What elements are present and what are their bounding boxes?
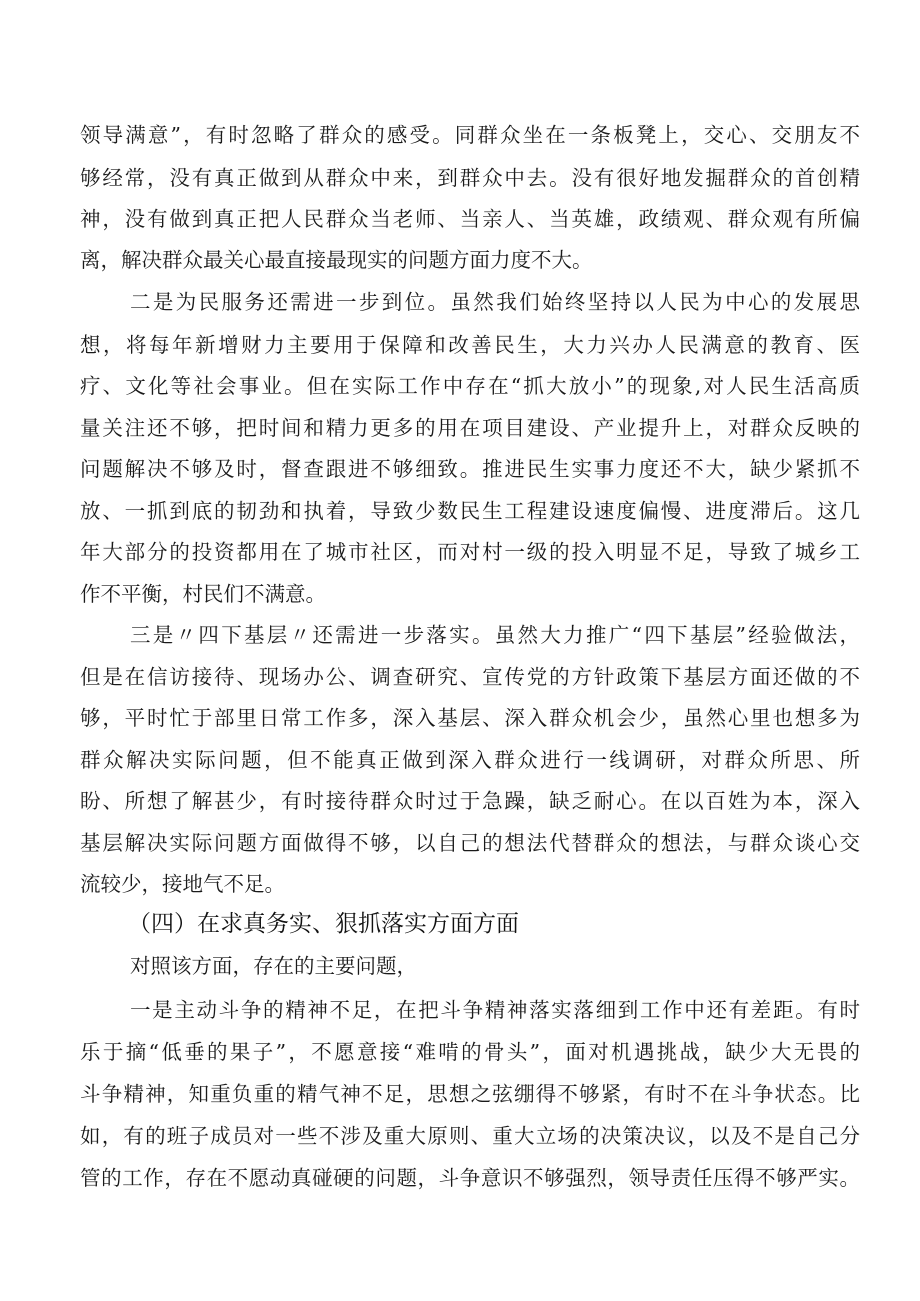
text-line: 量关注还不够，把时间和精力更多的用在项目建设、产业提升上，对群众反映的: [80, 416, 860, 440]
section-heading: （四）在求真务实、狠抓落实方面方面: [128, 911, 519, 937]
text-line: 放、一抓到底的韧劲和执着，导致少数民生工程建设速度偏慢、进度滞后。这几: [80, 499, 860, 523]
text-line: 三是〃四下基层〃还需进一步落实。虽然大力推广“四下基层”经验做法，: [130, 623, 860, 647]
text-line: 如，有的班子成员对一些不涉及重大原则、重大立场的决策决议，以及不是自己分: [80, 1124, 860, 1148]
text-line: 但是在信访接待、现场办公、调查研究、宣传党的方针政策下基层方面还做的不: [80, 665, 860, 689]
text-line: 疗、文化等社会事业。但在实际工作中存在“抓大放小”的现象,对人民生活高质: [80, 374, 860, 398]
text-line: 二是为民服务还需进一步到位。虽然我们始终坚持以人民为中心的发展思: [130, 290, 860, 314]
text-line: 乐于摘“低垂的果子”，不愿意接“难啃的骨头”，面对机遇挑战，缺少大无畏的: [80, 1040, 860, 1064]
text-line: 年大部分的投资都用在了城市社区，而对村一级的投入明显不足，导致了城乡工: [80, 540, 860, 564]
text-line: 够，平时忙于部里日常工作多，深入基层、深入群众机会少，虽然心里也想多为: [80, 706, 860, 730]
text-line: 斗争精神，知重负重的精气神不足，思想之弦绷得不够紧，有时不在斗争状态。比: [80, 1082, 860, 1106]
text-line: 管的工作，存在不愿动真碰硬的问题，斗争意识不够强烈，领导责任压得不够严实。: [80, 1166, 860, 1190]
text-line: 盼、所想了解甚少，有时接待群众时过于急躁，缺乏耐心。在以百姓为本，深入: [80, 789, 860, 813]
text-line: 基层解决实际问题方面做得不够，以自己的想法代替群众的想法，与群众谈心交: [80, 831, 860, 855]
text-line: 对照该方面，存在的主要问题，: [130, 954, 417, 978]
text-line: 离，解决群众最关心最直接最现实的问题方面力度不大。: [80, 248, 593, 272]
text-line: 领导满意”，有时忽略了群众的感受。同群众坐在一条板凳上，交心、交朋友不: [80, 123, 860, 147]
text-line: 一是主动斗争的精神不足，在把斗争精神落实落细到工作中还有差距。有时: [130, 998, 860, 1022]
text-line: 神，没有做到真正把人民群众当老师、当亲人、当英雄，政绩观、群众观有所偏: [80, 207, 860, 231]
text-line: 作不平衡，村民们不满意。: [80, 582, 326, 606]
text-line: 问题解决不够及时，督查跟进不够细致。推进民生实事力度还不大，缺少紧抓不: [80, 457, 860, 481]
text-line: 流较少，接地气不足。: [80, 872, 285, 896]
text-line: 想，将每年新增财力主要用于保障和改善民生，大力兴办人民满意的教育、医: [80, 333, 860, 357]
text-line: 够经常，没有真正做到从群众中来，到群众中去。没有很好地发掘群众的首创精: [80, 166, 860, 190]
text-line: 群众解决实际问题，但不能真正做到深入群众进行一线调研，对群众所思、所: [80, 748, 860, 772]
